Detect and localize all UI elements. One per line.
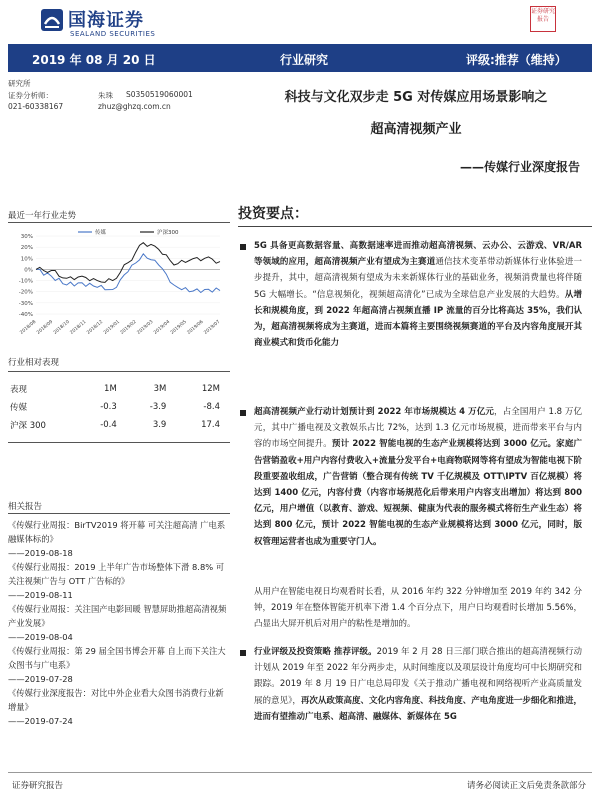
table-cell: -8.4: [203, 402, 220, 412]
related-text: 《传媒行业周报：第 29 届全国书博会开幕 自上而下关注大众图书与广电系》: [8, 646, 226, 670]
table-header: 1M: [104, 384, 117, 394]
footer-left: 证券研究报告: [12, 781, 64, 791]
company-name-cn: 国海证券: [68, 10, 144, 31]
point-body: 从用户在智能电视日均观看时长看，从 2016 年约 322 分钟增加至 2019 年约 342 分钟，2019 年在整体智能开机率下滑 1.4 个百分点下，用户日均观看时长增加 5.56%，凸显出大屏开机后对用户的粘性是增加的。: [254, 587, 582, 630]
table-cell: -3.9: [149, 402, 167, 412]
point-body: ，占全国用户 1.8 万亿元，其中广播电视及文教娱乐占比 72%，达到 1.3 亿元市场规模，进而带来平台与内容的市场空间提升。: [254, 407, 582, 450]
analyst-name: 朱珠: [98, 91, 113, 100]
y-tick-label: -20%: [18, 289, 33, 296]
rating: 评级:推荐（维持）: [466, 53, 567, 67]
x-tick-label: 2018/09: [36, 319, 55, 336]
table-cell: -0.4: [100, 420, 117, 430]
x-tick-label: 2018/11: [69, 319, 88, 336]
point-tail: 预计 2022 智能电视的生态产业规模将达到 3000 亿元。家庭广告营销盈收+用户内容付费收入+流量分发平台+电商物联网等将有望成为智能电视下阶段重要盈收组成，广告营销（整合现有传统 TV 千亿规模及 OTT\IPTV 百亿规模）将达到 1400 亿元，内容付费（内容市场规范化后带来用户内容支出增加）将达到 800 亿元，用户增值（以教育、游戏、短视频、健康为代表的服务模式将衍生产业生态）将达到 800 亿元，预计 2022 智能电视的生态产业规模将达到 3000 亿元，同时，版权管理运营者也成为重要守门人。: [254, 439, 582, 547]
x-tick-label: 2019/01: [103, 319, 121, 336]
related-text: 《传媒行业周报：关注国产电影回暖 智慧屏助推超高清视频产业发展》: [8, 604, 227, 628]
table-row: [8, 416, 230, 434]
x-tick-label: 2018/12: [86, 319, 105, 336]
table-header: 表现: [10, 385, 28, 395]
x-tick-label: 2018/08: [19, 319, 38, 336]
report-title: 科技与文化双步走 5G 对传媒应用场景影响之: [284, 90, 548, 105]
legend-label: 传媒: [95, 230, 107, 236]
section-heading-rule: [238, 226, 592, 227]
related-text: 《传媒行业周报：BirTV2019 将开幕 可关注超高清 广电系 融媒体标的》: [8, 520, 226, 544]
related-date: ——2019-07-24: [8, 716, 73, 726]
x-tick-label: 2019/06: [186, 319, 205, 336]
footer-rule: [8, 772, 592, 773]
y-tick-label: 0%: [24, 267, 33, 274]
analyst-email[interactable]: zhuz@ghzq.com.cn: [98, 102, 171, 111]
point-body: 通信技术变革带动新媒体行业体验进一步提升，其中，超高清视频有望成为未来新媒体行业的基础业务，视频消费量也将伴随 5G 大幅增长。“信息视频化，视频超高清化”已成为全球信息产业发展的大趋势。: [254, 257, 582, 300]
table-cell: 沪深 300: [10, 421, 46, 431]
point-body: 2019 年 2 月 28 日三部门联合推出的超高清视频行动计划从 2019 年至 2022 年分两步走，从时间维度以及项层设计角度均可中长期研究和跟踪。2019 年 8 月 19 日广电总局印发《关于推动广播电视和网络视听产业高质量发展的意见》，: [254, 647, 582, 706]
analyst-role: 研究所: [8, 79, 31, 88]
table-header-row: [8, 380, 230, 398]
report-subtitle: ——传媒行业深度报告: [459, 160, 580, 174]
report-title-line2: 超高清视频产业: [370, 122, 462, 137]
related-list: [8, 518, 230, 728]
analyst-cert-no: S0350519060001: [126, 90, 193, 99]
company-logo-icon: [40, 8, 64, 32]
header-banner: [8, 44, 592, 72]
point-lead: 5G 具备更高数据容量、高数据速率进而推动超高清视频、云办公、云游戏、VR/AR 等领域的应用，超高清视频产业有望成为主赛道: [254, 241, 582, 268]
point-paragraph: [254, 644, 582, 725]
point-paragraph: [254, 404, 582, 550]
legend-label: 沪深300: [157, 230, 179, 236]
y-tick-label: 20%: [20, 245, 33, 252]
list-item[interactable]: [8, 644, 230, 686]
report-date: 2019 年 08 月 20 日: [32, 53, 156, 67]
related-rule: [8, 513, 230, 514]
report-type: 行业研究: [280, 53, 329, 67]
related-date: ——2019-08-04: [8, 632, 73, 642]
table-cell: 传媒: [10, 403, 28, 413]
y-tick-label: -40%: [18, 312, 33, 318]
y-tick-label: -10%: [18, 278, 33, 285]
table-cell: 17.4: [201, 420, 220, 430]
related-date: ——2019-07-28: [8, 674, 73, 684]
company-name-en: SEALAND SECURITIES: [70, 30, 156, 38]
point-lead: 行业评级及投资策略 推荐评级。: [254, 647, 377, 657]
footer-right: 请务必阅读正文后免责条款部分: [466, 781, 586, 791]
analyst-cert-label: 证券分析师：: [8, 91, 53, 100]
point-tail: 再次从政策高度、文化内容角度、科技角度、产电角度进一步细化和推进，进而有望推动广电系、超高清、融媒体、新媒体在 5G: [254, 695, 582, 722]
y-tick-label: -30%: [18, 300, 33, 307]
y-tick-label: 30%: [20, 234, 33, 240]
series-line-hs300: [36, 243, 220, 283]
table-header: 12M: [201, 384, 220, 394]
x-tick-label: 2018/10: [52, 319, 71, 336]
point-lead: 超高清视频产业行动计划预计到 2022 年市场规模达 4 万亿元: [254, 407, 495, 417]
table-cell: -0.3: [100, 402, 117, 412]
x-tick-label: 2019/07: [203, 319, 222, 336]
list-item[interactable]: [8, 602, 230, 644]
table-header: 3M: [153, 384, 167, 394]
bullet-icon: [240, 410, 246, 416]
x-tick-label: 2019/04: [153, 319, 172, 336]
list-item[interactable]: [8, 518, 230, 560]
trend-chart: [8, 226, 230, 346]
chart-title-rule: [8, 222, 230, 223]
table-cell: 3.9: [152, 420, 167, 430]
list-item[interactable]: [8, 686, 230, 728]
analyst-phone: 021-60338167: [8, 102, 64, 111]
chart-title: 最近一年行业走势: [8, 211, 77, 221]
point-paragraph: [254, 584, 582, 633]
report-stamp: 证券研究报告: [530, 6, 556, 32]
bullet-icon: [240, 650, 246, 656]
series-line-media: [36, 254, 220, 293]
list-item[interactable]: [8, 560, 230, 602]
x-tick-label: 2019/02: [119, 319, 138, 336]
performance-title: 行业相对表现: [8, 358, 60, 368]
performance-bottom-rule: [8, 442, 230, 443]
performance-rule: [8, 371, 230, 372]
related-text: 《传媒行业周报：2019 上半年广告市场整体下滑 8.8% 可关注视频广告与 OTT 广告标的》: [8, 562, 225, 586]
point-paragraph: [254, 238, 582, 351]
point-tail: 从增长和规模角度，到 2022 年超高清占视频直播 IP 流量的百分比将高达 35%，我们认为，超高清视频将成为主赛道，进而本篇将主要围绕视频赛道的平台及内容角度展开其商业模式和货币化能力: [254, 289, 582, 349]
related-date: ——2019-08-11: [8, 590, 73, 600]
performance-table: [8, 380, 230, 434]
x-tick-label: 2019/05: [169, 319, 188, 336]
bullet-icon: [240, 244, 246, 250]
related-date: ——2019-08-18: [8, 548, 73, 558]
table-row: [8, 398, 230, 416]
section-heading: 投资要点：: [238, 206, 308, 222]
related-text: 《传媒行业深度报告：对比中外企业看大众图书消费行业新增量》: [8, 688, 224, 712]
y-tick-label: 10%: [20, 256, 33, 263]
x-tick-label: 2019/03: [136, 319, 155, 336]
related-title: 相关报告: [8, 502, 43, 512]
